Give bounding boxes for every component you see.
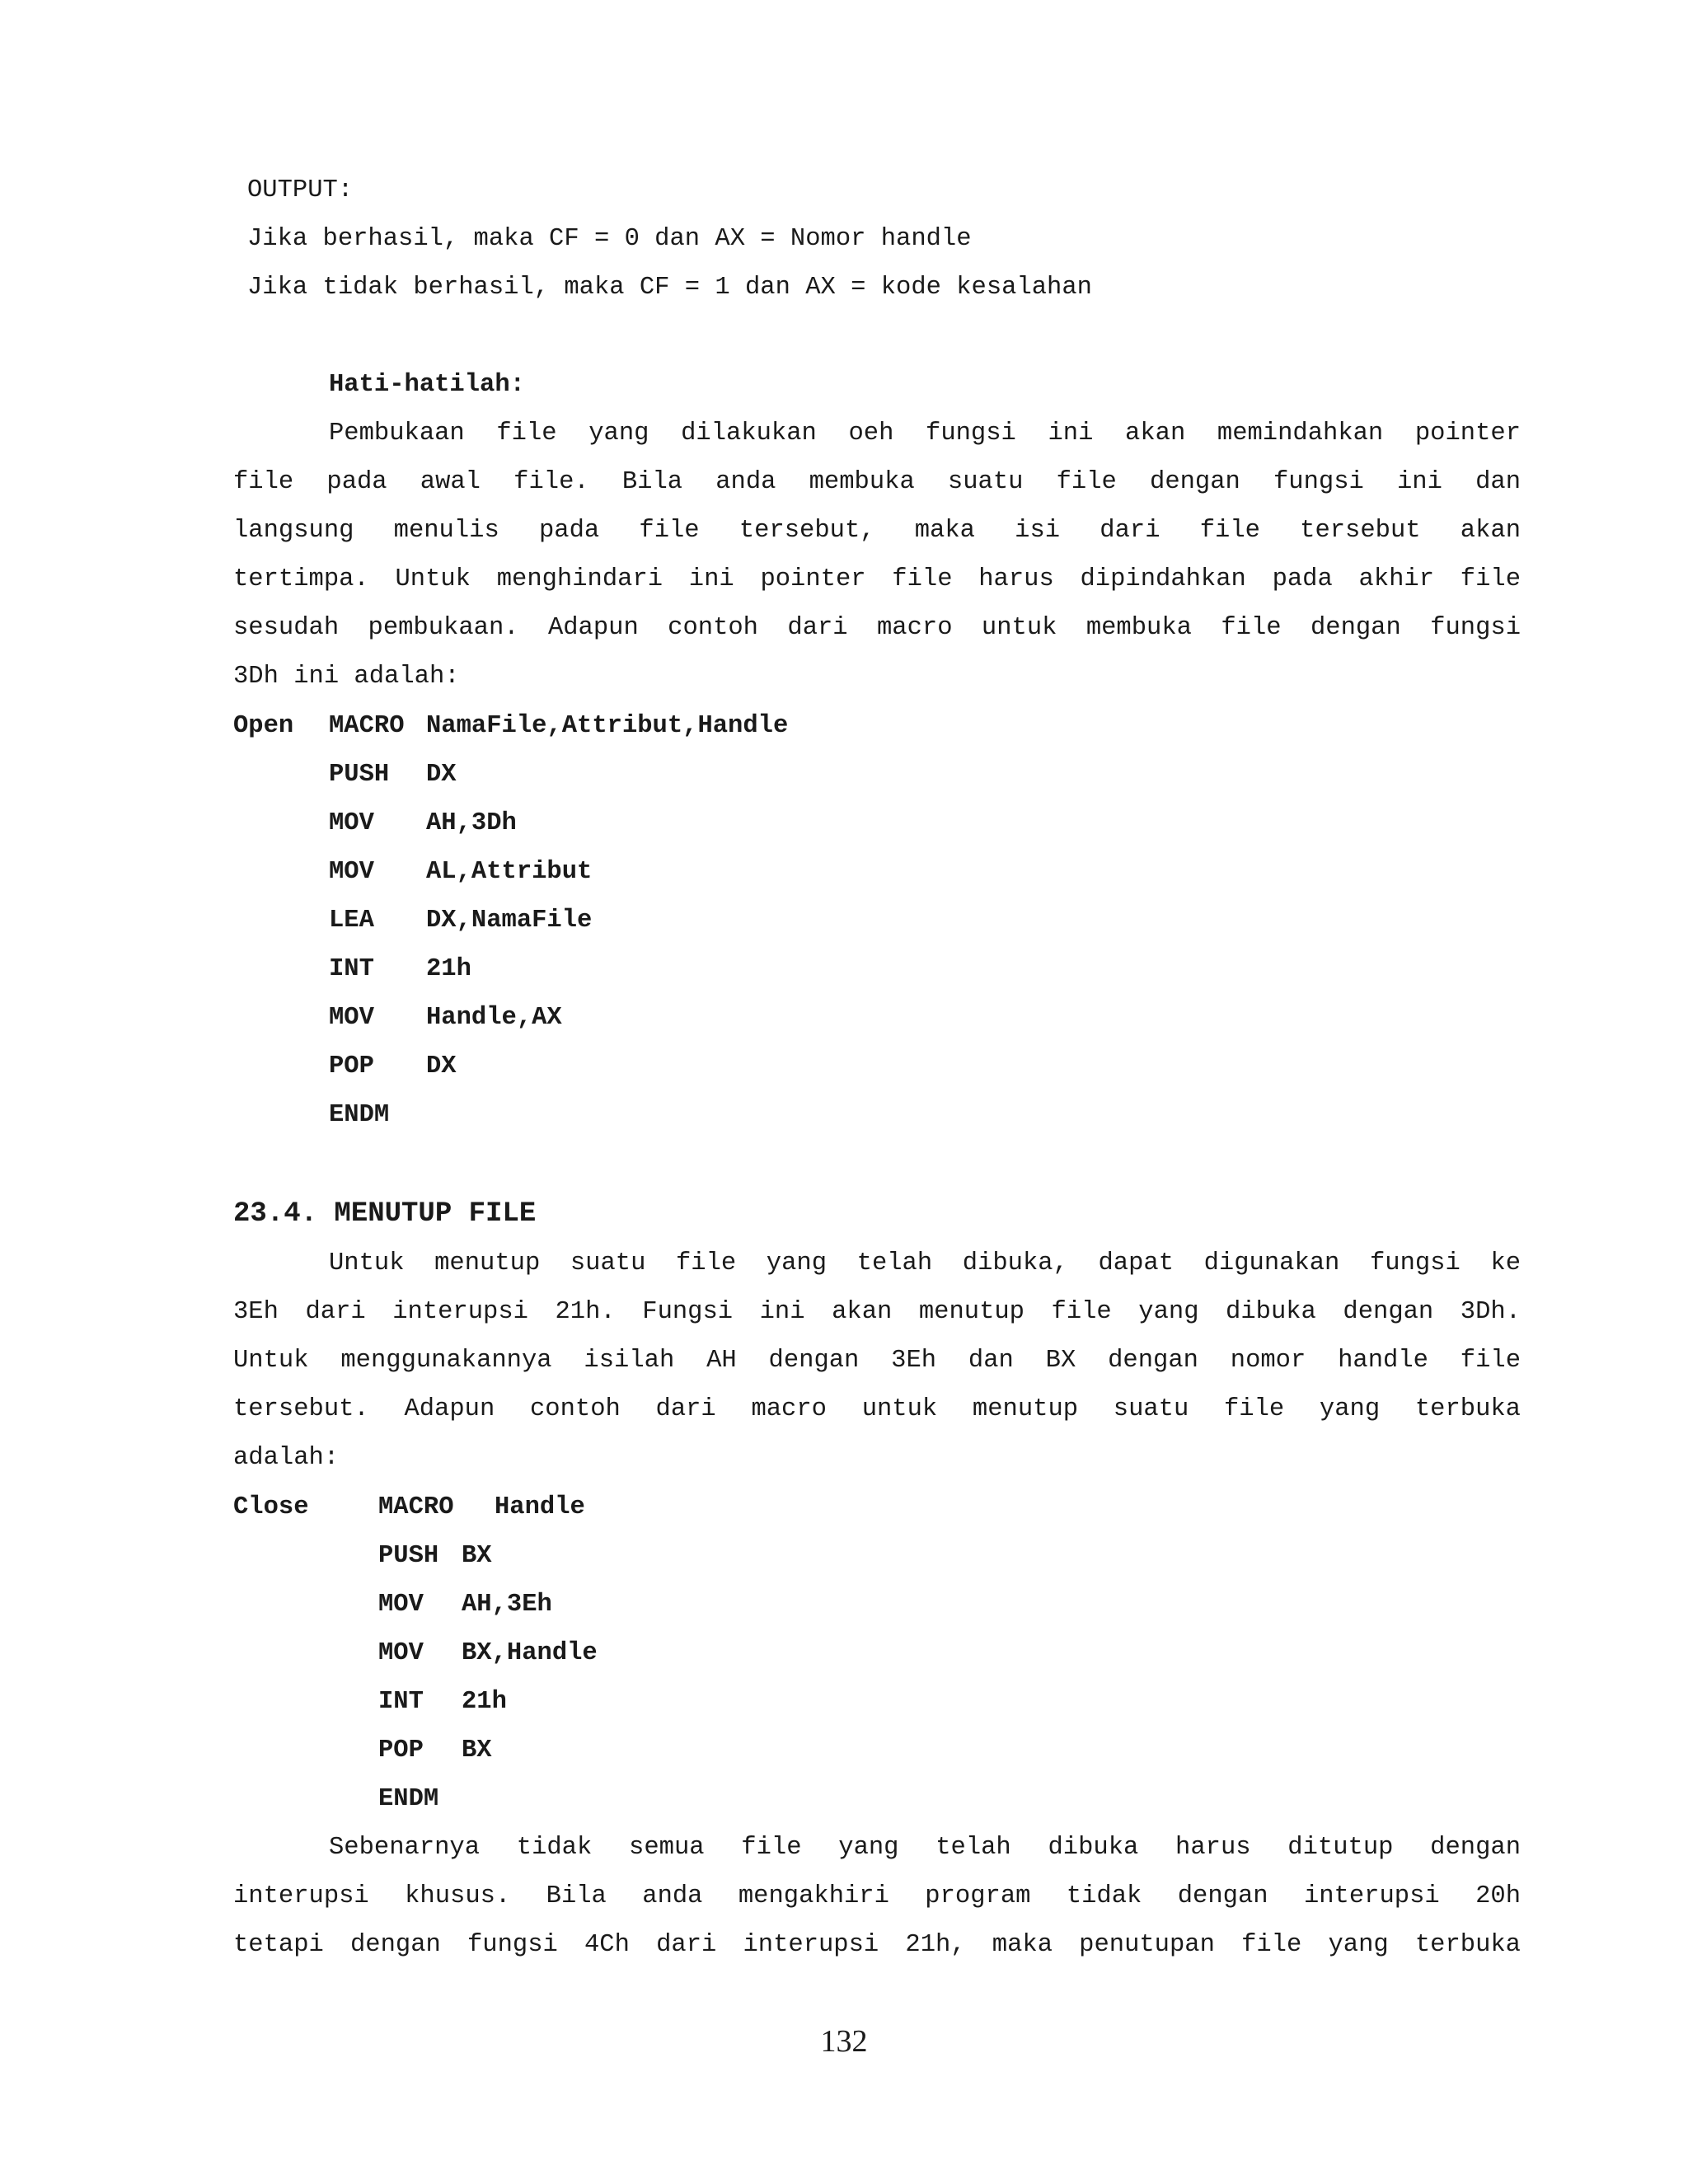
code-op: ENDM [329,1101,390,1129]
paragraph-line: tetapi dengan fungsi 4Ch dari interupsi 21h, maka penutupan file yang terbuka [233,1931,1521,1959]
code-op: POP [329,1052,374,1080]
paragraph-line: Untuk menutup suatu file yang telah dibuka, dapat digunakan fungsi ke [329,1249,1521,1277]
paragraph-line: Untuk menggunakannya isilah AH dengan 3Eh dan BX dengan nomor handle file [233,1347,1521,1375]
code-op: INT [329,955,374,983]
output-line: Jika tidak berhasil, maka CF = 1 dan AX = kode kesalahan [247,274,1092,302]
code-arg: 21h [426,955,471,983]
paragraph-line: Pembukaan file yang dilakukan oeh fungsi ini akan memindahkan pointer [329,419,1521,448]
output-label: OUTPUT: [247,176,354,204]
code-macro-name: Close [233,1493,309,1521]
paragraph-line: adalah: [233,1444,340,1472]
page-number: 132 [820,2024,868,2059]
code-params: Handle [495,1493,585,1521]
paragraph-line: Sebenarnya tidak semua file yang telah dibuka harus ditutup dengan [329,1834,1521,1862]
section-heading: 23.4. MENUTUP FILE [233,1198,537,1230]
code-op: MOV [329,1004,374,1032]
code-arg: DX [426,761,457,789]
code-op: MOV [378,1591,424,1619]
paragraph-line: 3Dh ini adalah: [233,663,460,691]
paragraph-line: langsung menulis pada file tersebut, maka isi dari file tersebut akan [233,517,1521,545]
code-arg: AH,3Eh [462,1591,552,1619]
code-op: MOV [378,1639,424,1667]
output-line: Jika berhasil, maka CF = 0 dan AX = Nomor handle [247,225,972,253]
paragraph-line: sesudah pembukaan. Adapun contoh dari macro untuk membuka file dengan fungsi [233,614,1521,642]
paragraph-line: tersebut. Adapun contoh dari macro untuk menutup suatu file yang terbuka [233,1395,1521,1423]
code-params: NamaFile,Attribut,Handle [426,712,789,740]
code-arg: BX [462,1736,492,1765]
code-op: ENDM [378,1785,439,1813]
code-op: MOV [329,809,374,837]
code-op: MOV [329,858,374,886]
code-arg: BX [462,1542,492,1570]
code-op: PUSH [329,761,390,789]
code-arg: AH,3Dh [426,809,517,837]
code-op: INT [378,1688,424,1716]
paragraph-line: 3Eh dari interupsi 21h. Fungsi ini akan menutup file yang dibuka dengan 3Dh. [233,1298,1521,1326]
paragraph-line: file pada awal file. Bila anda membuka suatu file dengan fungsi ini dan [233,468,1521,496]
code-arg: DX,NamaFile [426,907,593,935]
caution-heading: Hati-hatilah: [329,371,525,399]
code-arg: AL,Attribut [426,858,593,886]
code-arg: Handle,AX [426,1004,562,1032]
code-arg: 21h [462,1688,507,1716]
paragraph-line: tertimpa. Untuk menghindari ini pointer file harus dipindahkan pada akhir file [233,565,1521,593]
code-op: POP [378,1736,424,1765]
paragraph-line: interupsi khusus. Bila anda mengakhiri program tidak dengan interupsi 20h [233,1882,1521,1910]
code-arg: DX [426,1052,457,1080]
code-op: LEA [329,907,374,935]
code-macro-name: Open [233,712,294,740]
code-directive: MACRO [378,1493,454,1521]
code-directive: MACRO [329,712,405,740]
code-arg: BX,Handle [462,1639,598,1667]
code-op: PUSH [378,1542,439,1570]
